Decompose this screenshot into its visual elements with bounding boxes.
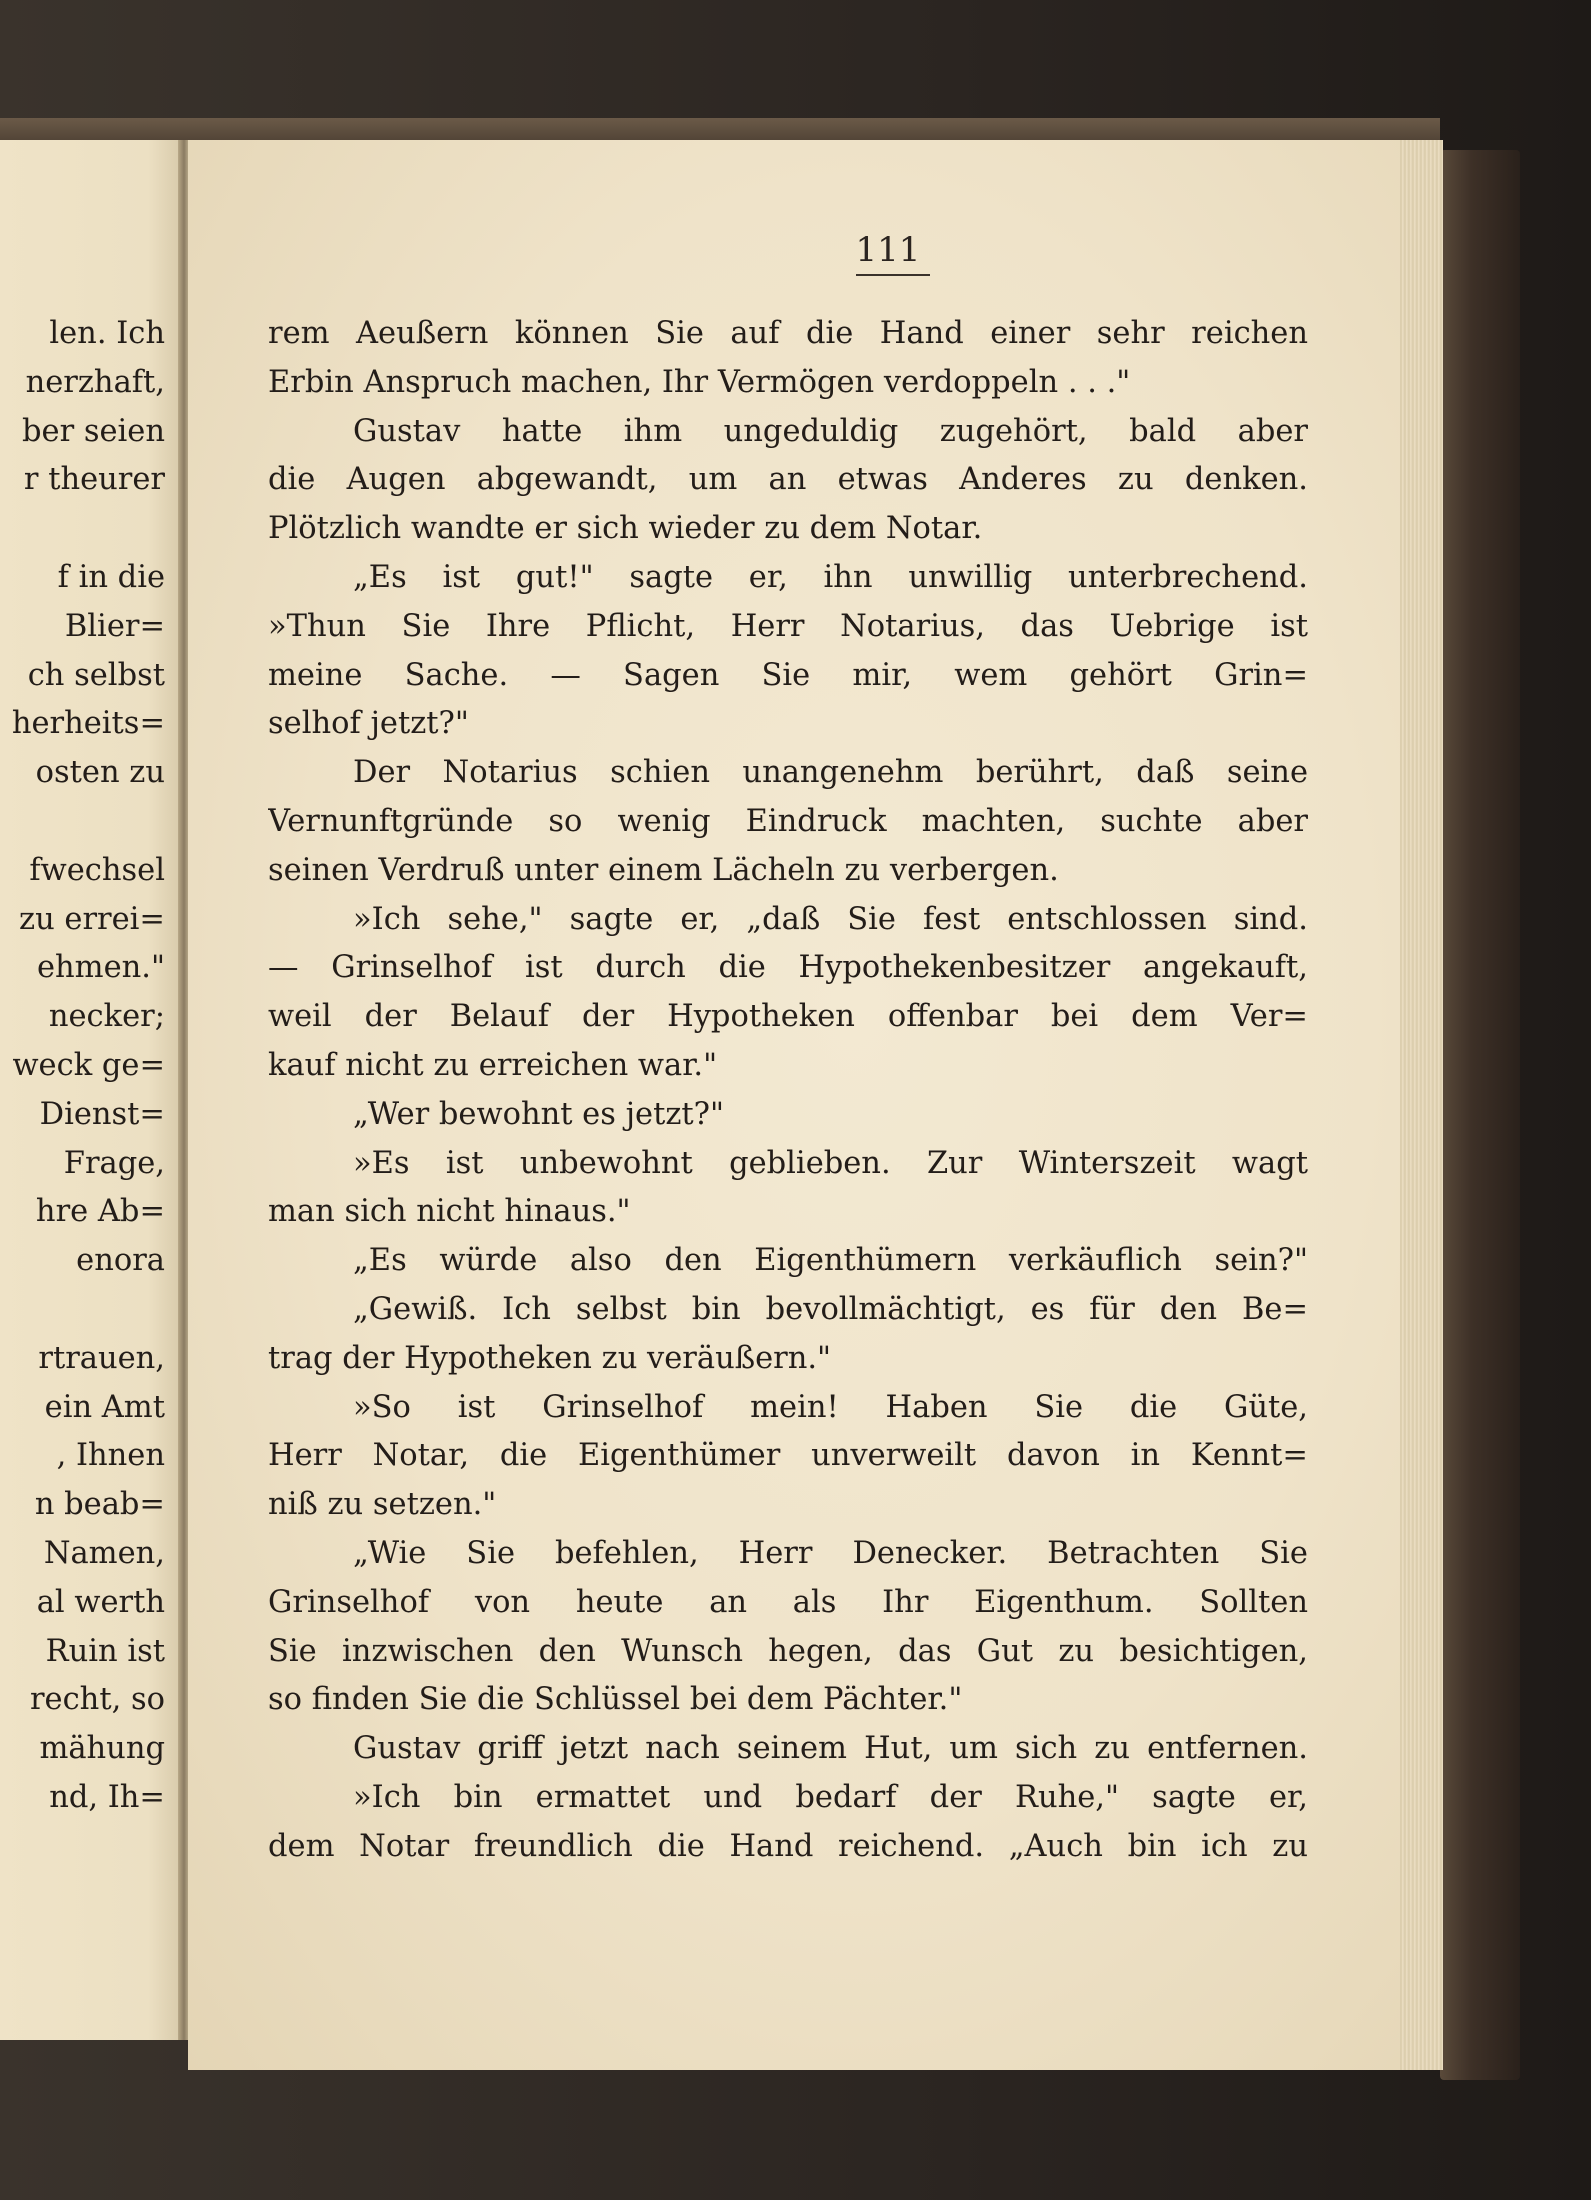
text-line: „Wie Sie befehlen, Herr Denecker. Betrachten Sie: [353, 1535, 1308, 1571]
text-line: Gustav hatte ihm ungeduldig zugehört, bald aber: [353, 413, 1308, 449]
text-line: Sie inzwischen den Wunsch hegen, das Gut zu besichtigen,: [268, 1633, 1308, 1669]
text-line: Gustav griff jetzt nach seinem Hut, um sich zu entfernen.: [353, 1731, 1308, 1767]
left-text-line: al werth: [36, 1584, 165, 1620]
left-text-line: r theurer: [23, 462, 165, 498]
page-number-rule: [856, 274, 930, 276]
right-page: [188, 140, 1400, 2070]
book-cover-edge: [1440, 150, 1520, 2080]
text-line: man sich nicht hinaus.": [268, 1194, 631, 1230]
page-text: [268, 310, 1308, 1872]
text-line: »So ist Grinselhof mein! Haben Sie die Güte,: [353, 1389, 1308, 1425]
text-line: — Grinselhof ist durch die Hypothekenbesitzer angekauft,: [268, 950, 1308, 986]
left-text-line: ch selbst: [27, 657, 165, 693]
text-line: die Augen abgewandt, um an etwas Anderes zu denken.: [268, 462, 1308, 498]
left-text-line: len. Ich: [49, 316, 165, 351]
text-line: weil der Belauf der Hypotheken offenbar bei dem Ver=: [268, 999, 1308, 1035]
left-text-line: recht, so: [29, 1682, 165, 1718]
page-number: 111: [855, 230, 921, 270]
left-text-line: fwechsel: [29, 852, 165, 888]
text-line: Herr Notar, die Eigenthümer unverweilt davon in Kennt=: [268, 1438, 1308, 1474]
text-line: „Gewiß. Ich selbst bin bevollmächtigt, es für den Be=: [353, 1291, 1308, 1327]
left-text-line: rtrauen,: [38, 1340, 165, 1376]
text-line: so finden Sie die Schlüssel bei dem Pächter.": [268, 1682, 963, 1718]
text-line: Grinselhof von heute an als Ihr Eigenthum. Sollten: [268, 1584, 1308, 1620]
left-text-line: Blier=: [64, 608, 165, 644]
text-line: »Ich sehe," sagte er, „daß Sie fest entschlossen sind.: [353, 901, 1308, 937]
left-text-line: Frage,: [63, 1145, 165, 1181]
left-text-line: ehmen.": [36, 950, 165, 986]
left-text-line: weck ge=: [12, 1047, 165, 1083]
left-page: [0, 140, 185, 2040]
left-text-line: Dienst=: [39, 1096, 165, 1132]
text-line: „Es würde also den Eigenthümern verkäuflich sein?": [353, 1243, 1308, 1279]
left-text-line: zu errei=: [19, 901, 165, 937]
left-text-line: Namen,: [43, 1535, 165, 1571]
text-line: »Thun Sie Ihre Pflicht, Herr Notarius, das Uebrige ist: [268, 608, 1308, 644]
text-line: „Wer bewohnt es jetzt?": [353, 1096, 725, 1132]
text-line: rem Aeußern können Sie auf die Hand einer sehr reichen: [268, 316, 1308, 351]
text-line: seinen Verdruß unter einem Lächeln zu verbergen.: [268, 852, 1059, 888]
text-line: Der Notarius schien unangenehm berührt, daß seine: [353, 755, 1308, 791]
text-line: »Es ist unbewohnt geblieben. Zur Winterszeit wagt: [353, 1145, 1308, 1181]
left-text-line: [0, 1286, 165, 1335]
text-line: „Es ist gut!" sagte er, ihn unwillig unterbrechend.: [353, 559, 1308, 595]
text-line: kauf nicht zu erreichen war.": [268, 1047, 718, 1083]
left-text-line: enora: [76, 1243, 165, 1279]
text-line: niß zu setzen.": [268, 1487, 497, 1523]
left-text-line: n beab=: [34, 1487, 165, 1523]
left-text-line: ber seien: [22, 413, 165, 449]
left-text-line: necker;: [48, 999, 165, 1035]
left-text-line: Ruin ist: [45, 1633, 165, 1669]
left-text-line: nd, Ih=: [49, 1779, 165, 1815]
text-line: Vernunftgründe so wenig Eindruck machten, suchte aber: [268, 803, 1308, 839]
left-text-line: herheits=: [11, 706, 165, 742]
left-text-line: [0, 505, 165, 554]
text-line: trag der Hypotheken zu veräußern.": [268, 1340, 832, 1376]
left-text-line: , Ihnen: [56, 1438, 165, 1474]
text-line: Erbin Anspruch machen, Ihr Vermögen verdoppeln . . .": [268, 364, 1131, 400]
text-line: »Ich bin ermattet und bedarf der Ruhe," sagte er,: [353, 1779, 1308, 1815]
left-text-line: mähung: [39, 1731, 165, 1767]
page-stack-edges: [1395, 140, 1443, 2070]
left-text-line: [0, 798, 165, 847]
left-page-text: [0, 310, 165, 1823]
text-line: dem Notar freundlich die Hand reichend. „Auch bin ich zu: [268, 1828, 1308, 1864]
text-line: selhof jetzt?": [268, 706, 469, 742]
left-text-line: nerzhaft,: [25, 364, 165, 400]
left-text-line: ein Amt: [44, 1389, 165, 1425]
left-text-line: f in die: [57, 559, 165, 595]
left-text-line: hre Ab=: [35, 1194, 165, 1230]
left-text-line: osten zu: [35, 755, 165, 791]
text-line: meine Sache. — Sagen Sie mir, wem gehört Grin=: [268, 657, 1308, 693]
text-line: Plötzlich wandte er sich wieder zu dem Notar.: [268, 511, 983, 547]
